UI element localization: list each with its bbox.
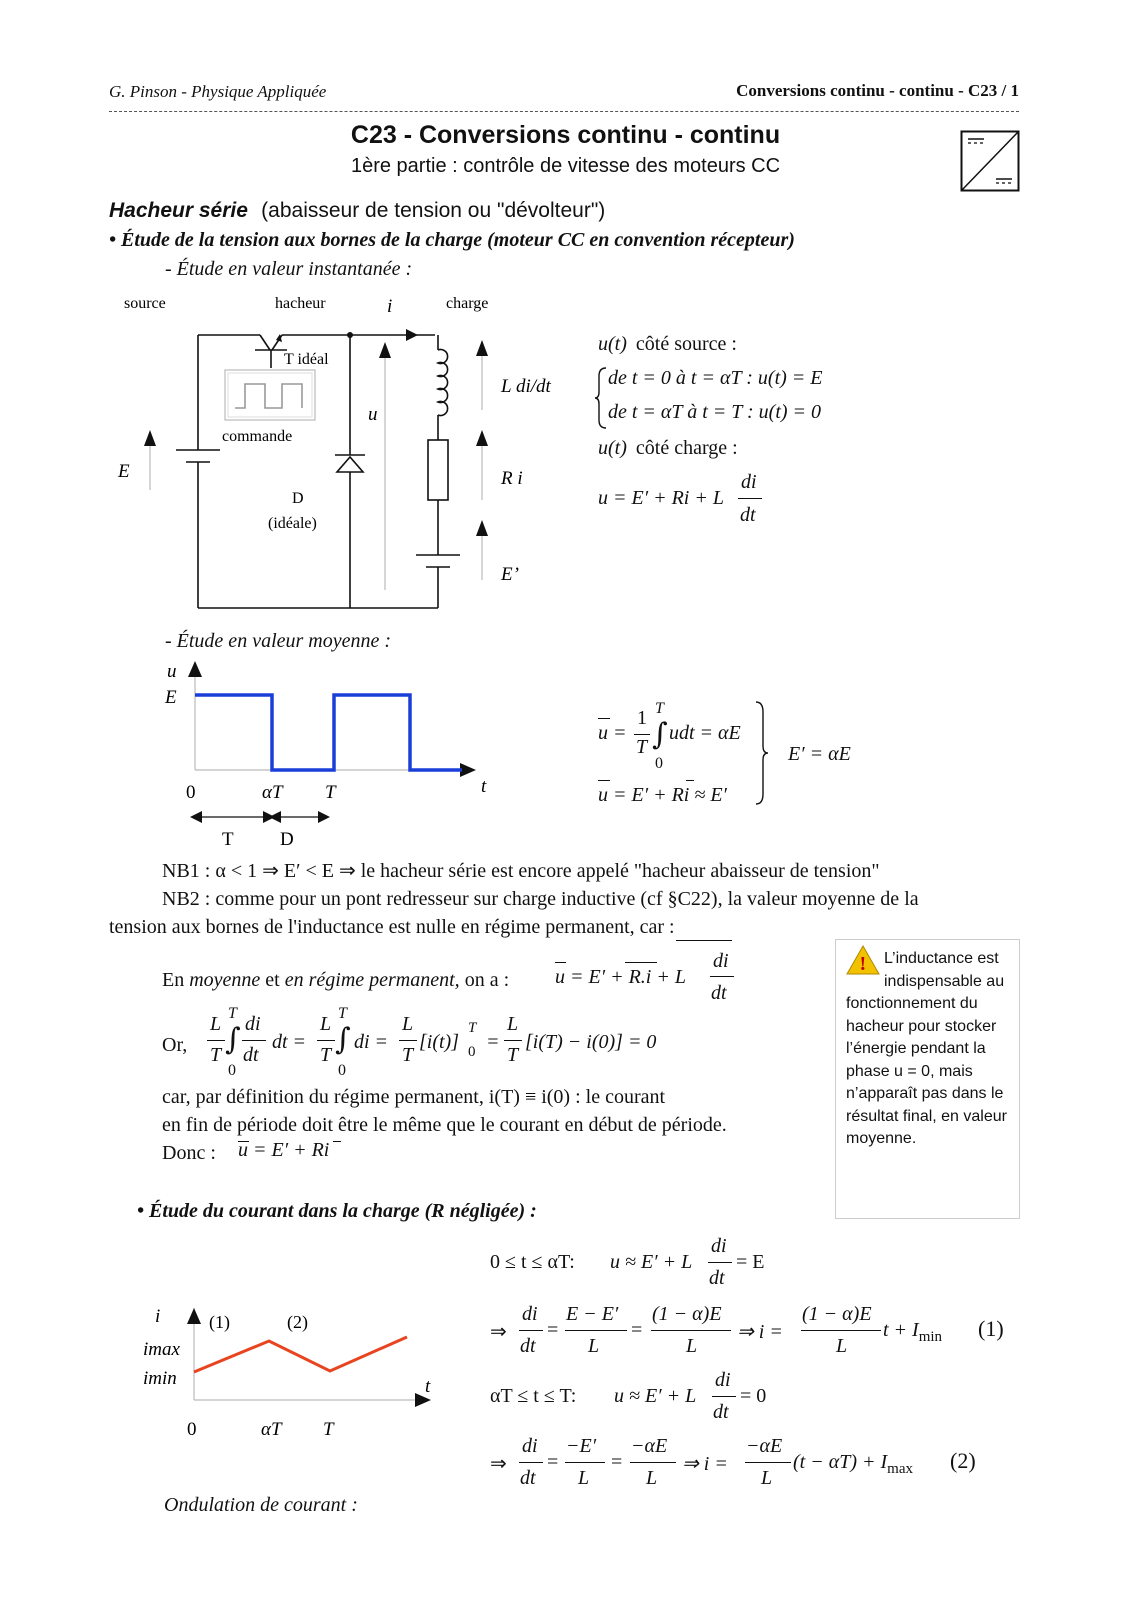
eq-mean-ubar1: u = [598,722,627,744]
header-left: G. Pinson - Physique Appliquée [109,82,327,101]
inductance-note-text: L’inductance est indispensable au fonctionnement du hacheur pour stocker l’énergie pendant la phase u = 0, mais n’apparaît pas dans le résultat final, en valeur moyenne. [846,950,1007,1147]
overline [598,780,610,781]
bullet-tension: • Étude de la tension aux bornes de la charge (moteur CC en convention récepteur) [109,229,795,251]
or-L1: L [210,1013,222,1035]
eq-instant-line1: de t = 0 à t = αT : u(t) = E [608,367,823,389]
circuit-label-E-prime: E’ [501,564,519,585]
fraction-bar [399,1040,417,1041]
eq-side-charge: u(t) côté charge : [598,437,738,459]
cur-r2-di: di [522,1435,538,1457]
fraction-bar [745,1462,791,1463]
cur-r1-den1: L [588,1335,600,1357]
mean-line-di: di [713,950,729,972]
nb2-line2: tension aux bornes de l'inductance est nulle en régime permanent, car : [109,916,675,938]
mean-line-eq: u = E′ + R.i + L [555,966,686,988]
mean-line-dt: dt [711,982,727,1004]
or-bracket2: [i(T) − i(0)] = 0 [525,1031,657,1053]
overline [625,962,657,963]
cur-r1-num1: E − E′ [566,1303,619,1325]
i-phase-2: (2) [287,1312,308,1332]
overline [686,780,694,781]
circuit-label-ideale: (idéale) [268,515,317,532]
ondulation-label: Ondulation de courant : [164,1494,358,1516]
or-int1-top: T [228,1005,237,1022]
or-bracket1-bottom: 0 [468,1044,476,1060]
i-phase-1: (1) [209,1312,230,1332]
cur-r2-num1: −E′ [566,1435,597,1457]
section-hacheur-suffix: (abaisseur de tension ou "dévolteur") [261,199,606,222]
circuit-diagram [110,290,570,620]
u-axis-label: u [167,661,177,682]
cur-r2-num3: −αE [746,1435,783,1457]
nb2-line1: NB2 : comme pour un pont redresseur sur charge inductive (cf §C22), la valeur moyenne de la [162,888,919,910]
cur-eq1-dt: dt [709,1267,725,1289]
or-L3: L [402,1013,414,1035]
car-line1: car, par définition du régime permanent, i(T) ≡ i(0) : le courant [162,1086,666,1108]
eq-mean-int-top: T [655,700,664,717]
eq-sign: = [611,1451,623,1473]
or-T3: T [402,1044,414,1066]
circuit-label-L-di-dt: L di/dt [501,376,551,397]
eq-u-charge: u = E′ + Ri + L [598,487,724,509]
fraction-bar [630,1462,676,1463]
u-waveform-line [195,695,462,770]
circuit-label-t-ideal: T idéal [284,351,329,368]
cur-cond1: 0 ≤ t ≤ αT: [490,1251,575,1273]
fraction-bar [738,498,762,499]
eq-sign: = [547,1319,559,1341]
u-tick-0: 0 [186,782,196,803]
cur-tag1: (1) [978,1316,1004,1341]
warning-icon [846,945,880,975]
or-int2-bottom: 0 [338,1062,346,1079]
or-int1-bottom: 0 [228,1062,236,1079]
svg-text:!: ! [859,953,867,975]
cur-r1-mid: ⇒ i = [737,1321,783,1343]
fraction-bar [651,1330,731,1331]
or-label: Or, [162,1034,188,1056]
or-bracket1: [i(t)] [419,1031,459,1053]
u-phase-T: T [222,829,234,850]
cur-r1-dt: dt [520,1335,536,1357]
or-T1: T [210,1044,222,1066]
cur-r1-den3: L [836,1335,848,1357]
eq-side-source: u(t) côté source : [598,333,737,355]
eq-mean-result: E′ = αE [788,743,851,765]
cur-r2-num2: −αE [631,1435,668,1457]
i-time-label: t [425,1376,431,1397]
or-bracket1-top: T [468,1020,477,1036]
or-T2: T [320,1044,332,1066]
fraction-bar [565,1330,627,1331]
i-waveform-line [194,1337,407,1372]
cur-r1-implies: ⇒ [490,1321,507,1343]
circuit-label-Ri: R i [501,468,523,489]
page-subtitle: 1ère partie : contrôle de vitesse des moteurs CC [350,155,781,177]
i-tick-alphaT: αT [261,1419,282,1440]
eq-mean-int-bottom: 0 [655,755,663,772]
i-tick-T: T [323,1419,334,1440]
dc-dc-converter-icon [960,130,1020,192]
fraction-bar [708,1262,732,1263]
cur-cond2: αT ≤ t ≤ T: [490,1385,577,1407]
fraction-bar [565,1462,605,1463]
or-L2: L [320,1013,332,1035]
u-waveform-chart [150,655,500,855]
cur-eq1: u ≈ E′ + L [610,1251,693,1273]
or-dt-after: dt = [272,1031,307,1053]
bullet-courant: • Étude du courant dans la charge (R négligée) : [137,1200,537,1222]
or-eq-after: = [486,1031,500,1053]
cur-eq2-end: = 0 [740,1385,767,1407]
fraction-bar [519,1462,543,1463]
circuit-label-commande: commande [222,428,293,445]
circuit-label-charge: charge [446,295,489,312]
or-di: di [245,1013,261,1035]
cur-r1-end: $t + I_{min}$ [883,1319,943,1345]
or-dt: dt [243,1044,259,1066]
inductance-note [835,939,1020,1219]
overline [676,940,732,941]
i-axis-label: i [155,1306,161,1327]
u-tick-alphaT: αT [262,782,283,803]
integral-icon: ∫ [225,1022,241,1057]
fraction-bar [207,1040,225,1041]
fraction-bar [712,1396,736,1397]
u-phase-D: D [280,829,294,850]
or-T4: T [507,1044,519,1066]
integral-icon: ∫ [652,717,668,752]
fraction-bar [317,1040,335,1041]
fraction-bar [801,1330,881,1331]
eq-u-charge-dt: dt [740,504,756,526]
cur-tag2: (2) [950,1448,976,1473]
cur-r2-implies: ⇒ [490,1453,507,1475]
fraction-bar [242,1040,266,1041]
brace-right-icon [754,700,770,806]
cur-r1-num2: (1 − α)E [652,1303,722,1325]
circuit-label-hacheur: hacheur [275,295,326,312]
circuit-label-source: source [124,295,166,312]
cur-r2-den1: L [578,1467,590,1489]
cur-eq1-di: di [711,1235,727,1257]
or-int2-top: T [338,1005,347,1022]
brace-left-icon [594,366,608,430]
fraction-bar [634,734,650,735]
u-level-E: E [165,687,177,708]
cur-r2-end: $(t - \alpha T) + I_{max}$ [793,1451,913,1477]
eq-sign: = [631,1319,643,1341]
cur-r2-den2: L [646,1467,658,1489]
integral-icon: ∫ [335,1022,351,1057]
or-di-int: di = [354,1031,389,1053]
eq-mean-T: T [636,736,648,758]
donc-label: Donc : [162,1142,216,1164]
circuit-label-i: i [387,296,393,317]
u-tick-T: T [325,782,336,803]
cur-r1-den2: L [686,1335,698,1357]
car-line2: en fin de période doit être le même que le courant en début de période. [162,1114,727,1136]
overline [598,718,610,719]
circuit-label-D: D [292,490,304,507]
eq-mean-one: 1 [637,707,647,729]
donc-eq: u = E′ + Ri [238,1139,330,1161]
overline [333,1141,341,1142]
i-level-min: imin [143,1368,177,1389]
cur-eq2-dt: dt [713,1401,729,1423]
eq-sign: = [547,1451,559,1473]
cur-r2-den3: L [761,1467,773,1489]
fraction-bar [710,976,734,977]
u-time-label: t [481,776,487,797]
header-right: Conversions continu - continu - C23 / 1 [736,81,1019,100]
overline [555,962,566,963]
header-divider [109,111,1019,112]
cur-eq2: u ≈ E′ + L [614,1385,697,1407]
nb1: NB1 : α < 1 ⇒ E′ < E ⇒ le hacheur série est encore appelé "hacheur abaisseur de tension" [162,860,880,882]
eq-instant-line2: de t = αT à t = T : u(t) = 0 [608,401,822,423]
i-waveform-chart [135,1280,455,1480]
i-tick-0: 0 [187,1419,197,1440]
eq-mean-ubar2: u = E′ + Ri ≈ E′ [598,784,727,806]
sub-instant: - Étude en valeur instantanée : [165,258,413,280]
fraction-bar [519,1330,543,1331]
cur-r1-num3: (1 − α)E [802,1303,872,1325]
cur-eq1-end: = E [736,1251,765,1273]
or-L4: L [507,1013,519,1035]
circuit-label-E: E [118,461,130,482]
i-level-max: imax [143,1339,180,1360]
section-hacheur-title: Hacheur série [109,199,248,222]
circuit-label-u: u [368,404,378,425]
fraction-bar [504,1040,522,1041]
cur-r1-di: di [522,1303,538,1325]
cur-eq2-di: di [715,1369,731,1391]
page-title: C23 - Conversions continu - continu [350,121,781,149]
sub-mean: - Étude en valeur moyenne : [165,630,392,652]
mean-line: En moyenne et en régime permanent, on a : [162,969,510,991]
eq-mean-udt: udt = αE [669,722,741,744]
section-hacheur-heading [109,198,605,223]
eq-u-charge-di: di [741,471,757,493]
cur-r2-dt: dt [520,1467,536,1489]
cur-r2-mid: ⇒ i = [682,1453,728,1475]
